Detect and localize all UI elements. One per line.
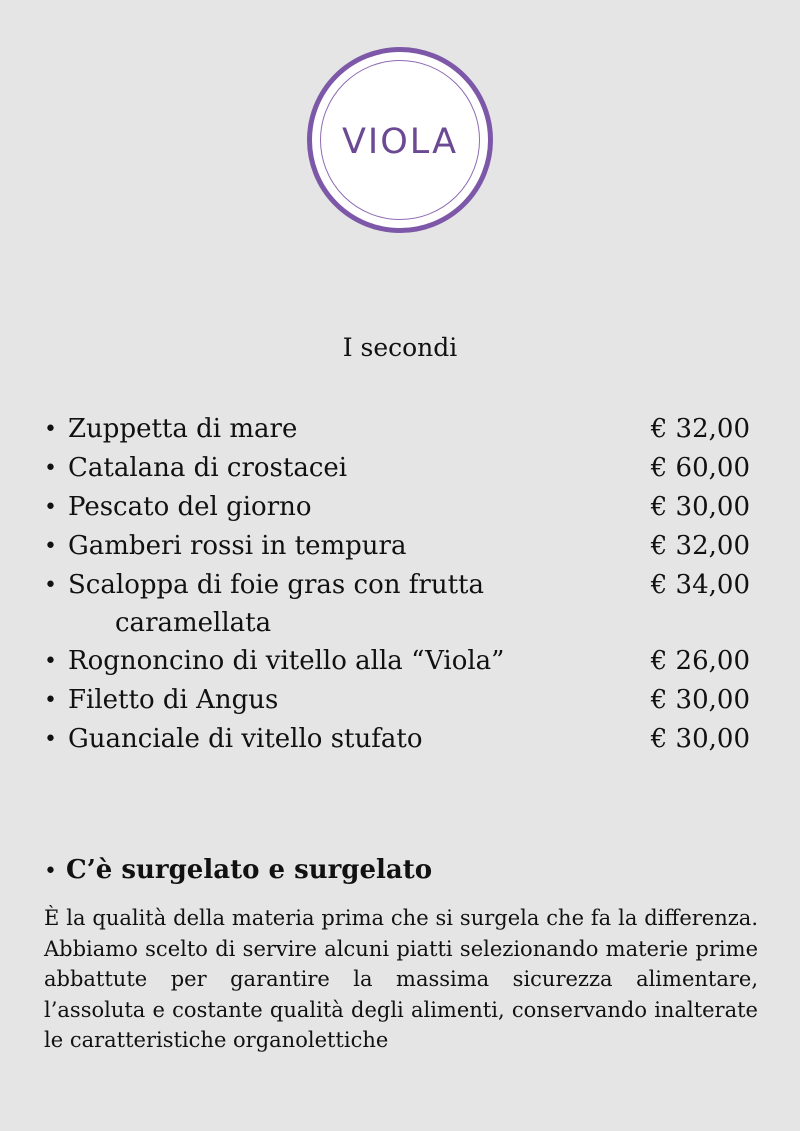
menu-item xyxy=(44,488,750,527)
note-heading-text: C’è surgelato e surgelato xyxy=(66,855,433,885)
menu-item-price: € 30,00 xyxy=(650,492,750,522)
bullet-icon: • xyxy=(44,649,57,674)
menu-item-price: € 30,00 xyxy=(650,724,750,754)
menu-item-name: Zuppetta di mare xyxy=(68,414,298,444)
menu-item-name: Gamberi rossi in tempura xyxy=(68,531,407,561)
bullet-icon: • xyxy=(44,859,57,884)
menu-item xyxy=(44,720,750,759)
menu-item-name: Pescato del giorno xyxy=(68,492,312,522)
menu-item-name: Filetto di Angus xyxy=(68,685,279,715)
menu-item-name: Guanciale di vitello stufato xyxy=(68,724,423,754)
note-paragraph: È la qualità della materia prima che si surgela che fa la differenza. Abbiamo scelto di servire alcuni piatti selezionando materie prime abbattute per garantire la massima sicurezza alimentare, l’assoluta e costante qualità degli alimenti, conservando inalterate le caratteristiche organolettiche xyxy=(44,906,758,1052)
menu-item-price: € 30,00 xyxy=(650,685,750,715)
menu-item xyxy=(44,642,750,681)
menu-item xyxy=(44,449,750,488)
menu-list xyxy=(44,410,750,759)
bullet-icon: • xyxy=(44,495,57,520)
bullet-icon: • xyxy=(44,727,57,752)
menu-item xyxy=(44,527,750,566)
menu-item-name-continuation: caramellata xyxy=(115,608,272,638)
section-title: I secondi xyxy=(342,333,458,362)
menu-item-price: € 32,00 xyxy=(650,414,750,444)
menu-item xyxy=(44,410,750,449)
menu-item-price: € 32,00 xyxy=(650,531,750,561)
menu-item xyxy=(44,681,750,720)
bullet-icon: • xyxy=(44,417,57,442)
menu-item-name: Scaloppa di foie gras con frutta xyxy=(68,570,484,600)
menu-item-price: € 26,00 xyxy=(650,646,750,676)
menu-item-price: € 60,00 xyxy=(650,453,750,483)
logo-text: VIOLA xyxy=(341,122,459,162)
menu-item xyxy=(44,566,750,642)
bullet-icon: • xyxy=(44,456,57,481)
note-heading xyxy=(44,852,432,890)
bullet-icon: • xyxy=(44,573,57,598)
restaurant-logo xyxy=(307,47,493,233)
menu-item-name: Rognoncino di vitello alla “Viola” xyxy=(68,646,505,676)
menu-item-price: € 34,00 xyxy=(650,570,750,600)
menu-item-name: Catalana di crostacei xyxy=(68,453,348,483)
bullet-icon: • xyxy=(44,534,57,559)
bullet-icon: • xyxy=(44,688,57,713)
